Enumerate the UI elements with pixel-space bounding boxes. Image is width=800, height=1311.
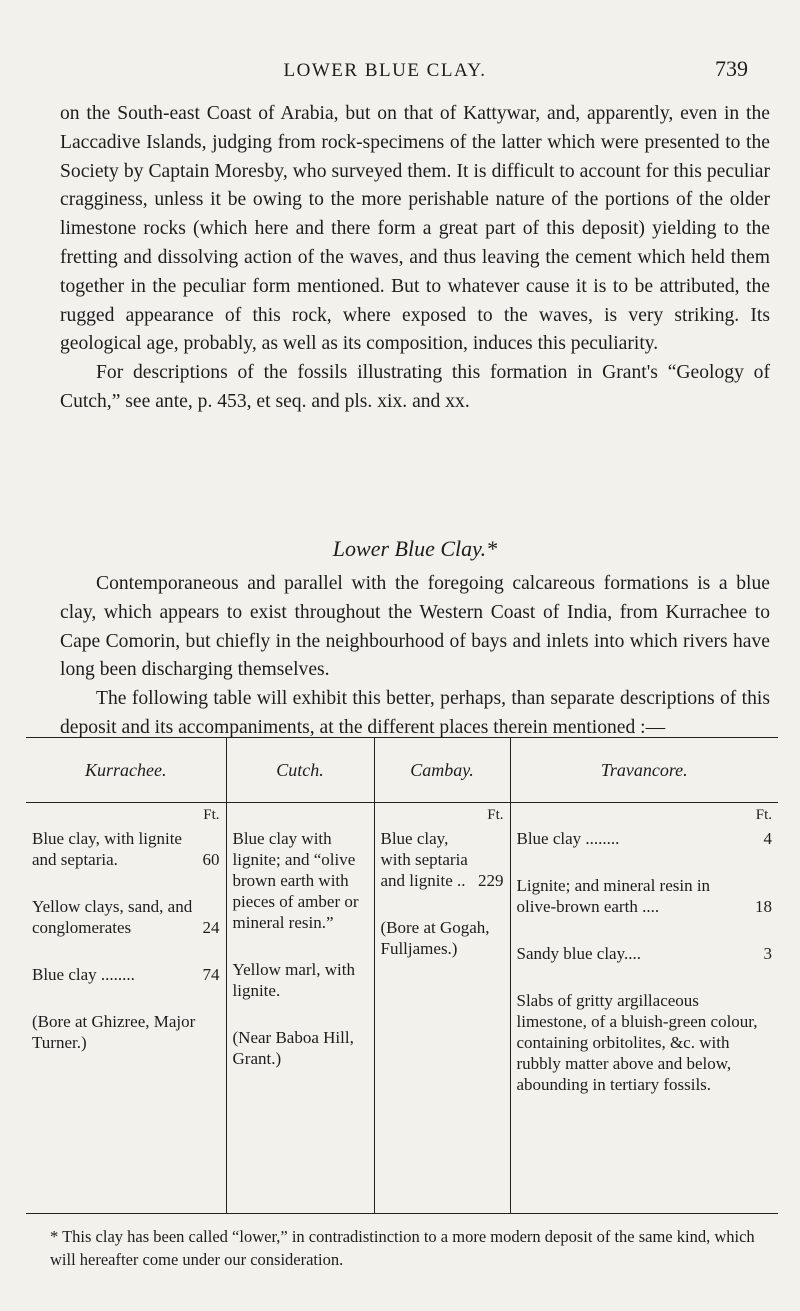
column-kurrachee <box>26 803 226 1214</box>
table-cell-entry: Slabs of gritty argillaceous limestone, of a bluish-green colour, containing orbitolites, &c. with rubbly matter above and below, abounding in tertiary fossils. <box>516 991 758 1094</box>
paragraph: For descriptions of the fossils illustrating this formation in Grant's “Geology of Cutch,” see ante, p. 453, et seq. and pls. xix. and xx. <box>60 362 770 412</box>
table-cell-entry: Blue clay, with lignite and septaria. 60 <box>32 829 220 869</box>
table-cell-entry: (Near Baboa Hill, Grant.) <box>232 1028 354 1068</box>
table-cell-entry: Lignite; and mineral resin in olive-brown earth .... 18 <box>516 876 772 916</box>
strata-table <box>26 737 778 1214</box>
column-header-kurrachee: Kurrachee. <box>26 738 226 803</box>
column-header-cambay: Cambay. <box>374 738 510 803</box>
table-cell-entry: (Bore at Ghizree, Major Turner.) <box>32 1012 196 1052</box>
table-cell-entry: Blue clay, with septaria and lignite .. 229 <box>380 829 504 890</box>
running-head: LOWER BLUE CLAY. <box>283 60 487 81</box>
section-text <box>60 570 770 743</box>
table-cell-entry: Blue clay with lignite; and “olive brown earth with pieces of amber or mineral resin.” <box>232 829 359 932</box>
paragraph: on the South-east Coast of Arabia, but on that of Kattywar, and, apparently, even in the Laccadive Islands, judging from rock-specimens of the latter which were presented to the Society by Captain Moresby, who surveyed them. It is difficult to account for this peculiar cragginess, unless it be owing to the more perishable nature of the portions of the older limestone rocks (which here and there form a great part of this deposit) yielding to the fretting and dissolving action of the waves, and thus leaving the cement which held them together in the peculiar form mentioned. But to whatever cause it is to be attributed, the rugged appearance of this rock, where exposed to the waves, is very striking. Its geological age, probably, as well as its composition, induces this peculiarity. <box>60 103 770 355</box>
paragraph: The following table will exhibit this better, perhaps, than separate descriptions of this deposit and its accompaniments, at the different places therein mentioned :— <box>60 688 770 738</box>
column-cutch <box>226 803 374 1214</box>
unit-label: Ft. <box>755 807 772 823</box>
unit-label: Ft. <box>487 807 504 823</box>
table-cell-entry: Blue clay ........ 74 <box>32 965 220 984</box>
table-cell-entry: (Bore at Gogah, Fulljames.) <box>380 918 490 958</box>
table-cell-entry: Yellow clays, sand, and conglomerates 24 <box>32 897 220 937</box>
footnote: * This clay has been called “lower,” in contradistinction to a more modern deposit of the same kind, which will hereafter come under our consideration. <box>50 1227 755 1269</box>
section-heading: Lower Blue Clay.* <box>332 536 498 561</box>
column-travancore <box>510 803 778 1214</box>
table-cell-entry: Yellow marl, with lignite. <box>232 960 355 1000</box>
body-text <box>60 100 770 417</box>
table-cell-entry: Sandy blue clay.... 3 <box>516 944 772 963</box>
table-cell-entry: Blue clay ........ 4 <box>516 829 772 848</box>
paragraph: Contemporaneous and parallel with the foregoing calcareous formations is a blue clay, which appears to exist throughout the Western Coast of India, from Kurrachee to Cape Comorin, but chiefly in the neighbourhood of bays and inlets into which rivers have long been discharging themselves. <box>60 573 770 681</box>
column-header-cutch: Cutch. <box>226 738 374 803</box>
column-cambay <box>374 803 510 1214</box>
unit-label: Ft. <box>203 807 220 823</box>
page-number: 739 <box>715 56 748 81</box>
column-header-travancore: Travancore. <box>510 738 778 803</box>
